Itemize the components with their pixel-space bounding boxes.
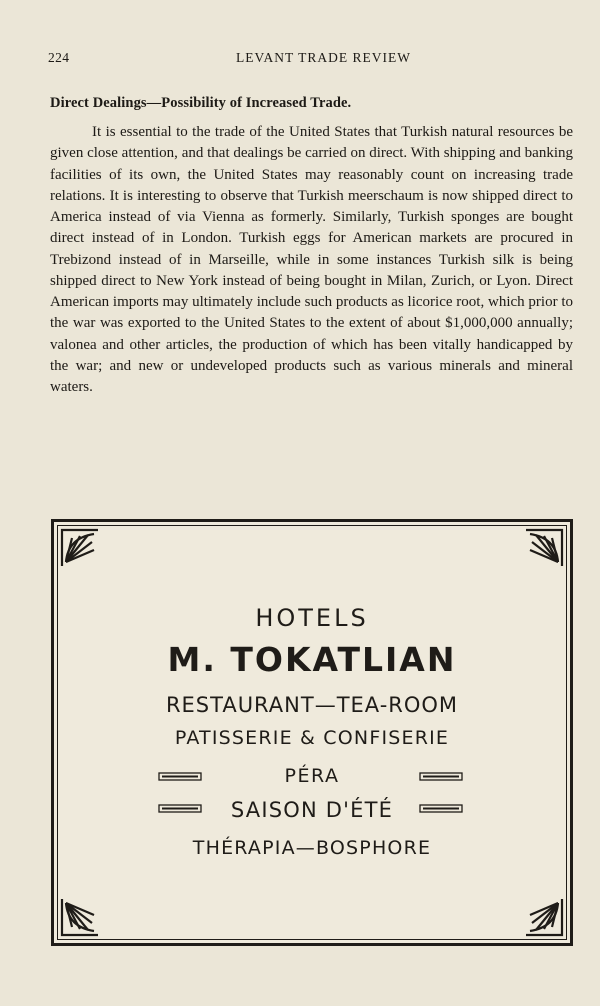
fan-ornament-icon bbox=[58, 526, 102, 570]
body-paragraph: It is essential to the trade of the United States that Turkish natural resources be given close attention, and that dealings be carried on direct. With shipping and banking facilities of its own, the United States may reasonably count on increasing trade relations. It is interesting to observe that Turkish meerschaum is now shipped direct to America instead of via Vienna as formerly. Similarly, Turkish sponges are bought direct instead of in London. Turkish eggs for American markets are procured in Trebizond instead of in Marseille, while in some instances Turkish silk is being shipped direct to New York instead of being bought in Milan, Zurich, or Lyon. Direct American imports may ultimately include such products as licorice root, which prior to the war was exported to the United States to the extent of about $1,000,000 annually; valonea and other articles, the production of which has been vitally handicapped by the war; and new or undeveloped products such as various minerals and mineral waters. bbox=[50, 124, 573, 395]
fan-ornament-icon bbox=[522, 895, 566, 939]
ad-therapia-line: THÉRAPIA—BOSPHORE bbox=[192, 837, 432, 859]
bar-ornament-icon bbox=[419, 772, 463, 781]
ad-patisserie-line: PATISSERIE & CONFISERIE bbox=[174, 727, 450, 749]
fan-ornament-icon bbox=[522, 526, 566, 570]
section-heading: Direct Dealings—Possibility of Increased Trade. bbox=[50, 95, 352, 111]
body-text bbox=[50, 122, 573, 398]
page-number: 224 bbox=[48, 50, 70, 65]
ad-hotel-name: M. TOKATLIAN bbox=[167, 640, 457, 679]
fan-ornament-icon bbox=[58, 895, 102, 939]
ad-saison-line: SAISON D'ÉTÉ bbox=[230, 798, 394, 822]
hotel-advertisement bbox=[51, 519, 573, 946]
ad-restaurant-line: RESTAURANT—TEA-ROOM bbox=[165, 693, 459, 717]
ad-hotels-line: HOTELS bbox=[255, 604, 369, 632]
bar-ornament-icon bbox=[419, 804, 463, 813]
running-title: LEVANT TRADE REVIEW bbox=[236, 50, 411, 65]
ad-pera-line: PÉRA bbox=[284, 765, 340, 787]
